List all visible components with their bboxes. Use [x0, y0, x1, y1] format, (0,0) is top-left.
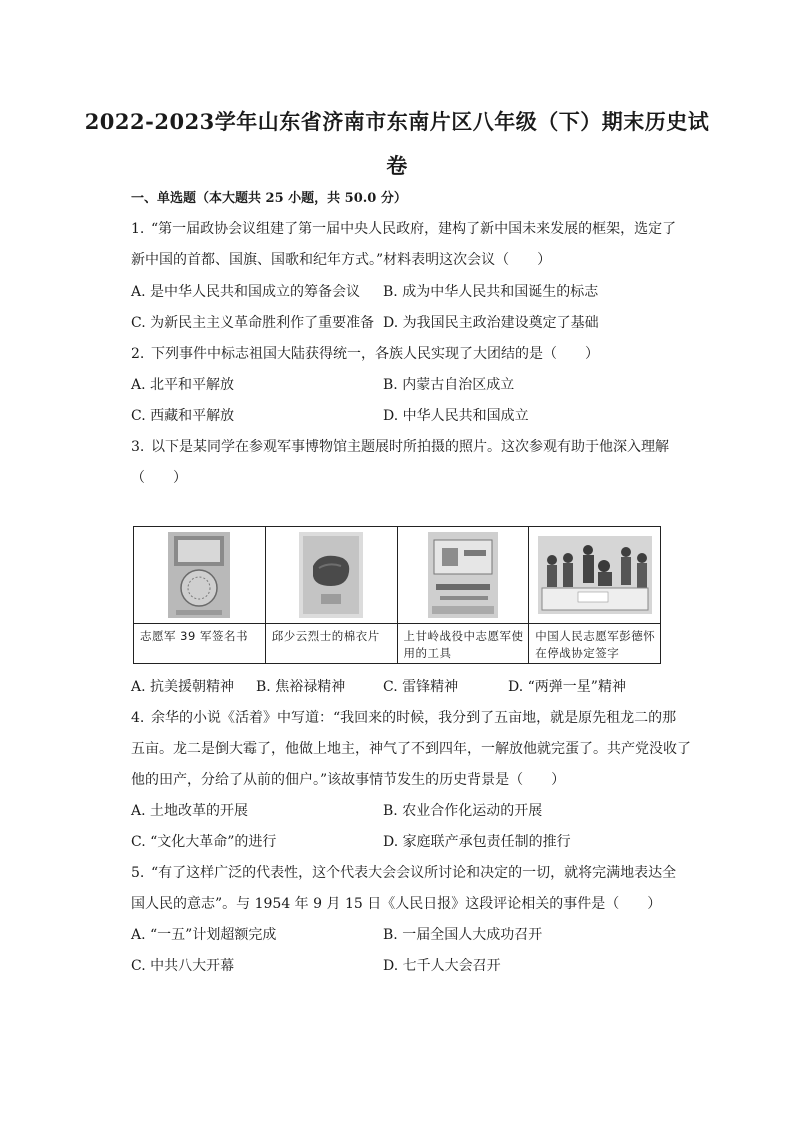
title-line-2: 卷 — [386, 153, 408, 178]
cotton-coat-fragment-photo — [299, 532, 363, 618]
q3-caption-3: 上甘岭战役中志愿军使用的工具 — [403, 629, 524, 660]
q2-option-a[interactable]: A. 北平和平解放 — [131, 377, 235, 393]
q3-option-b[interactable]: B. 焦裕禄精神 — [256, 679, 346, 695]
q4-option-a[interactable]: A. 土地改革的开展 — [131, 803, 249, 819]
q5-stem-line-1: 5. “有了这样广泛的代表性，这个代表大会会议所讨论和决定的一切，就将完满地表达全 — [131, 865, 677, 881]
q4-stem-line-2: 五亩。龙二是倒大霉了，他做上地主，神气了不到四年，一解放他就完蛋了。共产党没收了 — [131, 741, 691, 757]
q5-option-c[interactable]: C. 中共八大开幕 — [131, 958, 235, 974]
q3-caption-2: 邱少云烈士的棉衣片 — [271, 629, 380, 643]
q3-stem-line-2: （ ） — [131, 470, 187, 486]
armistice-signing-photo — [538, 536, 652, 614]
q2-option-d[interactable]: D. 中华人民共和国成立 — [383, 408, 529, 424]
q1-stem-line-1: 1. “第一届政协会议组建了第一届中央人民政府，建构了新中国未来发展的框架，选定了 — [131, 221, 677, 237]
q4-option-b[interactable]: B. 农业合作化运动的开展 — [383, 803, 543, 819]
battle-tools-photo — [428, 532, 498, 618]
exam-title — [60, 100, 734, 188]
q3-option-c[interactable]: C. 雷锋精神 — [383, 679, 459, 695]
q5-option-b[interactable]: B. 一届全国人大成功召开 — [383, 927, 543, 943]
q2-number: 2. — [131, 346, 145, 362]
section-heading: 一、单选题（本大题共 25 小题，共 50.0 分） — [131, 191, 407, 206]
q2-stem-line-1: 2. 下列事件中标志祖国大陆获得统一，各族人民实现了大团结的是（ ） — [131, 346, 599, 362]
q5-stem-line-2: 国人民的意志”。与 1954 年 9 月 15 日《人民日报》这段评论相关的事件是（ ） — [131, 896, 662, 912]
q4-option-c[interactable]: C. “文化大革命”的进行 — [131, 834, 277, 850]
q2-option-c[interactable]: C. 西藏和平解放 — [131, 408, 235, 424]
q3-caption-4: 中国人民志愿军彭德怀在停战协定签字 — [535, 629, 656, 660]
q1-stem-line-2: 新中国的首都、国旗、国歌和纪年方式。”材料表明这次会议（ ） — [131, 252, 552, 268]
signature-book-photo — [168, 532, 230, 618]
q5-option-d[interactable]: D. 七千人大会召开 — [383, 958, 501, 974]
q2-option-b[interactable]: B. 内蒙古自治区成立 — [383, 377, 515, 393]
title-line-1: 2022-2023学年山东省济南市东南片区八年级（下）期末历史试 — [84, 109, 710, 134]
q3-photo-cell-4 — [529, 527, 660, 663]
q3-photo-cell-2 — [266, 527, 398, 663]
q3-stem-line-1: 3. 以下是某同学在参观军事博物馆主题展时所拍摄的照片。这次参观有助于他深入理解 — [131, 439, 669, 455]
q5-number: 5. — [131, 865, 145, 881]
q1-option-a[interactable]: A. 是中华人民共和国成立的筹备会议 — [131, 284, 361, 300]
q3-photo-cell-1 — [134, 527, 266, 663]
q3-photo-table — [133, 526, 661, 664]
q4-stem-line-3: 他的田产，分给了从前的佃户。”该故事情节发生的历史背景是（ ） — [131, 772, 566, 788]
q3-number: 3. — [131, 439, 145, 455]
q1-option-c[interactable]: C. 为新民主主义革命胜利作了重要准备 — [131, 315, 375, 331]
q1-number: 1. — [131, 221, 145, 237]
q3-photo-cell-3 — [398, 527, 530, 663]
q4-stem-line-1: 4. 余华的小说《活着》中写道：“我回来的时候，我分到了五亩地，就是原先租龙二的那 — [131, 710, 677, 726]
q4-option-d[interactable]: D. 家庭联产承包责任制的推行 — [383, 834, 571, 850]
q1-option-b[interactable]: B. 成为中华人民共和国诞生的标志 — [383, 284, 599, 300]
q3-option-a[interactable]: A. 抗美援朝精神 — [131, 679, 235, 695]
q5-option-a[interactable]: A. “一五”计划超额完成 — [131, 927, 277, 943]
q3-caption-1: 志愿军 39 军签名书 — [140, 629, 248, 643]
q4-number: 4. — [131, 710, 145, 726]
q3-option-d[interactable]: D. “两弹一星”精神 — [508, 679, 626, 695]
q1-option-d[interactable]: D. 为我国民主政治建设奠定了基础 — [383, 315, 599, 331]
